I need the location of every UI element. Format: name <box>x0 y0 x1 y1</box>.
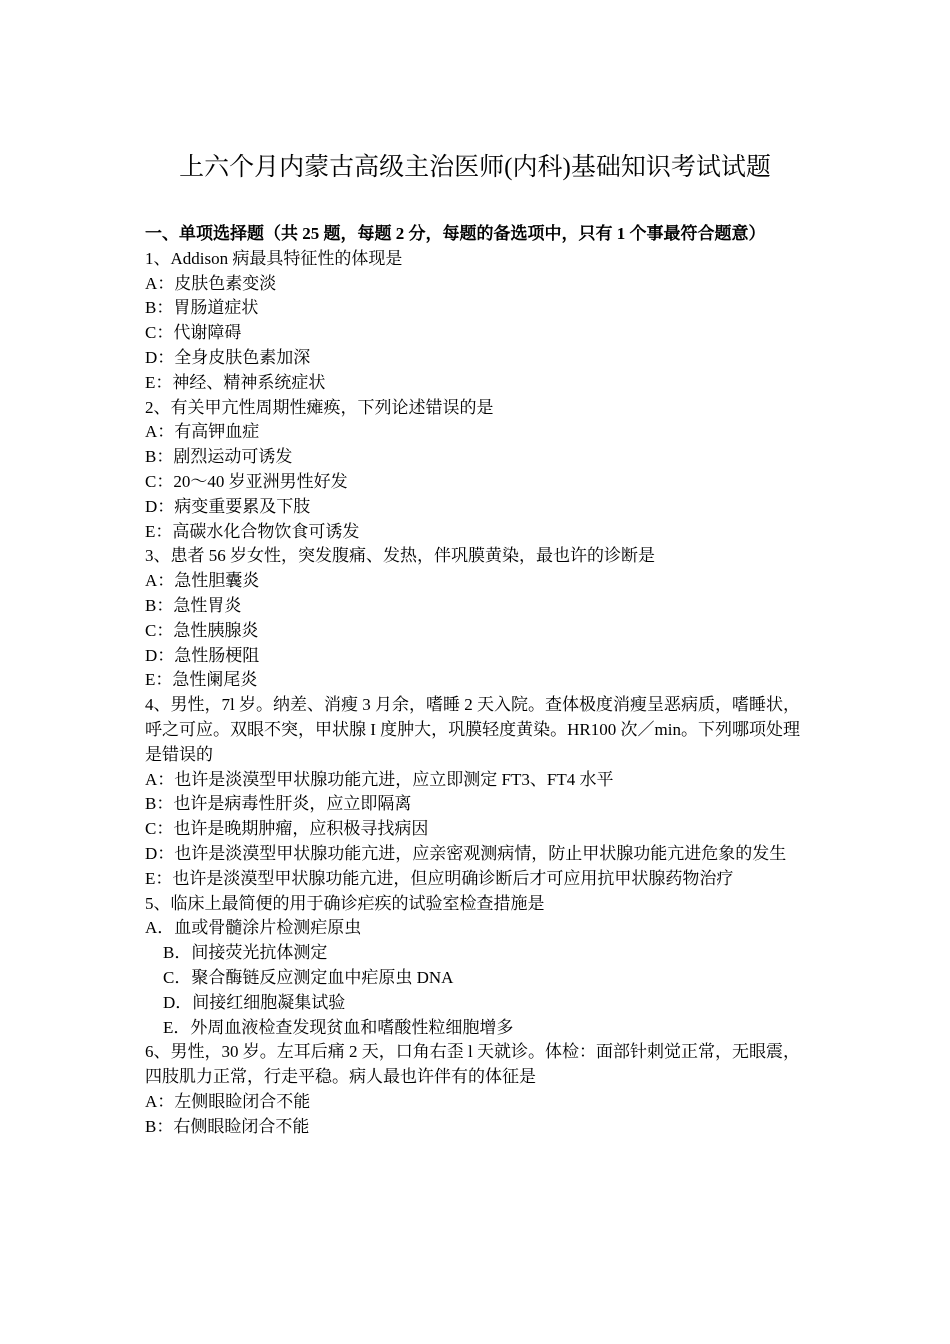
option-5e: E．外周血液检查发现贫血和嗜酸性粒细胞增多 <box>163 1017 514 1037</box>
question-4: 4、男性，7l 岁。纳差、消瘦 3 月余，嗜睡 2 天入院。查体极度消瘦呈恶病质，嗜睡状，呼之可应。双眼不突，甲状腺 I 度肿大，巩膜轻度黄染。HR100 次／min。下列哪项处理是错误的 <box>145 695 800 764</box>
option-1c: C：代谢障碍 <box>145 323 242 343</box>
option-4e: E：也许是淡漠型甲状腺功能亢进，但应明确诊断后才可应用抗甲状腺药物治疗 <box>145 868 734 888</box>
option-3c: C：急性胰腺炎 <box>145 620 259 640</box>
option-3b: B：急性胃炎 <box>145 595 242 615</box>
option-5a: A．血或骨髓涂片检测疟原虫 <box>145 918 362 938</box>
option-2e: E：高碳水化合物饮食可诱发 <box>145 521 360 541</box>
option-2b: B：剧烈运动可诱发 <box>145 447 293 467</box>
option-6b: B：右侧眼睑闭合不能 <box>145 1116 310 1136</box>
option-5d: D．间接红细胞凝集试验 <box>163 992 346 1012</box>
question-1: 1、Addison 病最具特征性的体现是 <box>145 248 403 268</box>
option-4a: A：也许是淡漠型甲状腺功能亢进，应立即测定 FT3、FT4 水平 <box>145 769 614 789</box>
option-1a: A：皮肤色素变淡 <box>145 273 277 293</box>
option-2d: D：病变重要累及下肢 <box>145 496 311 516</box>
option-6a: A：左侧眼睑闭合不能 <box>145 1091 311 1111</box>
option-4c: C：也许是晚期肿瘤，应积极寻找病因 <box>145 819 429 839</box>
option-4b: B：也许是病毒性肝炎，应立即隔离 <box>145 794 412 814</box>
question-5: 5、临床上最简便的用于确诊疟疾的试验室检查措施是 <box>145 893 545 913</box>
question-3: 3、患者 56 岁女性，突发腹痛、发热，伴巩膜黄染，最也许的诊断是 <box>145 546 655 566</box>
option-3a: A：急性胆囊炎 <box>145 571 260 591</box>
option-5b: B．间接荧光抗体测定 <box>163 943 328 963</box>
option-2c: C：20～40 岁亚洲男性好发 <box>145 471 348 491</box>
option-3e: E：急性阑尾炎 <box>145 670 258 690</box>
option-4d: D：也许是淡漠型甲状腺功能亢进，应亲密观测病情，防止甲状腺功能亢进危象的发生 <box>145 843 787 863</box>
document-title: 上六个月内蒙古高级主治医师(内科)基础知识考试试题 <box>179 154 771 181</box>
question-6: 6、男性，30 岁。左耳后痛 2 天，口角右歪 l 天就诊。体检：面部针刺觉正常，无眼震，四肢肌力正常，行走平稳。病人最也许伴有的体征是 <box>145 1042 800 1087</box>
option-1b: B：胃肠道症状 <box>145 298 259 318</box>
option-3d: D：急性肠梗阻 <box>145 645 260 665</box>
option-2a: A：有高钾血症 <box>145 422 260 442</box>
option-5c: C．聚合酶链反应测定血中疟原虫 DNA <box>163 967 454 987</box>
option-1e: E：神经、精神系统症状 <box>145 372 326 392</box>
question-2: 2、有关甲亢性周期性瘫痪，下列论述错误的是 <box>145 397 494 417</box>
section-heading: 一、单项选择题（共 25 题，每题 2 分，每题的备选项中，只有 1 个事最符合题意） <box>145 224 766 243</box>
option-1d: D：全身皮肤色素加深 <box>145 347 311 367</box>
document-body <box>145 222 809 1139</box>
